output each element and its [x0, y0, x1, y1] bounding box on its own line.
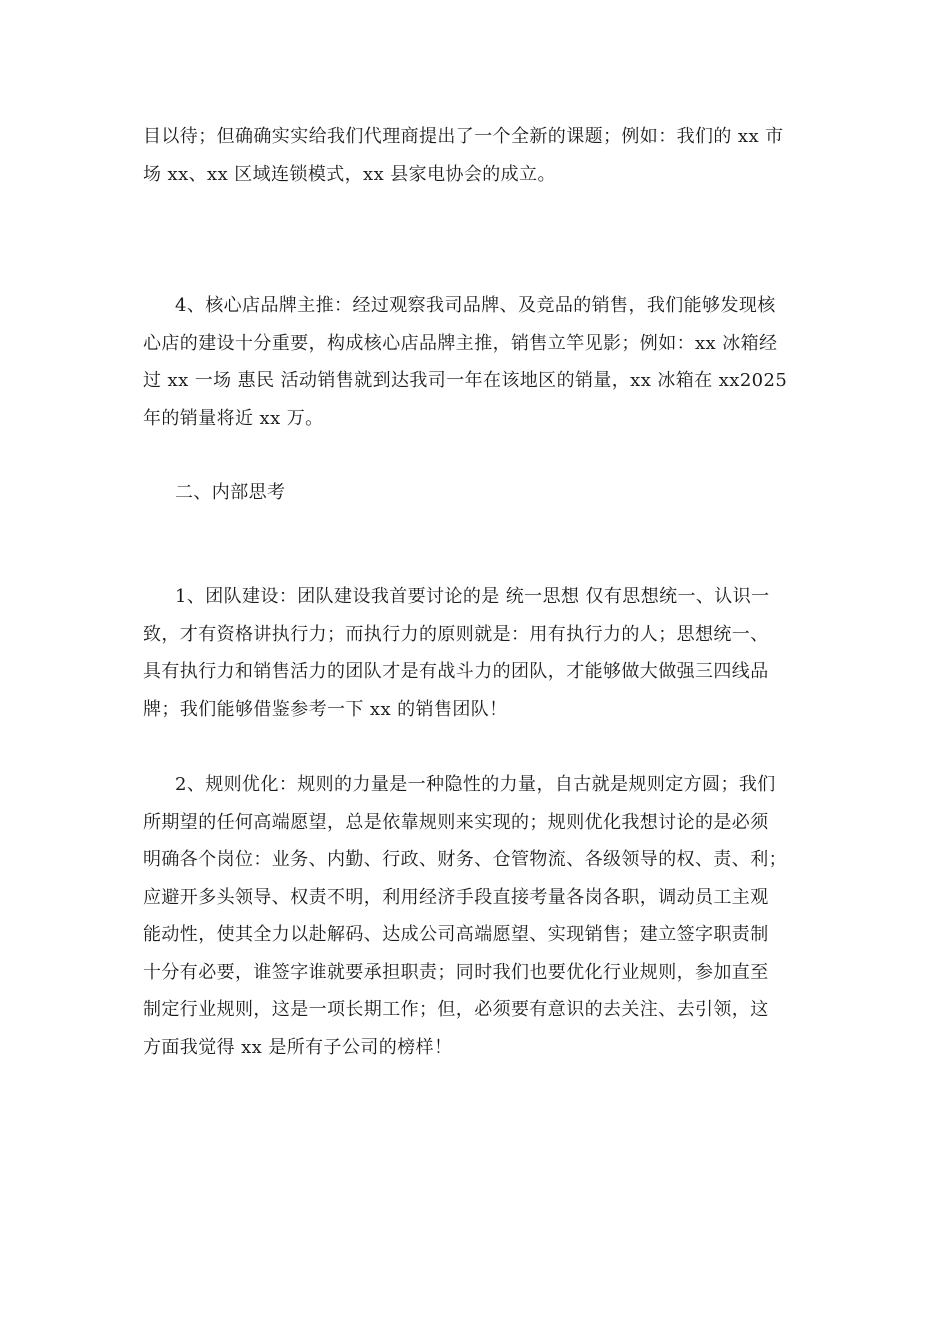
text-line: 十分有必要，谁签字谁就要承担职责；同时我们也要优化行业规则，参加直至 — [143, 961, 769, 983]
text-line: 应避开多头领导、权责不明，利用经济手段直接考量各岗各职，调动员工主观 — [143, 886, 769, 908]
text-line: 过 xx 一场 惠民 活动销售就到达我司一年在该地区的销量，xx 冰箱在 xx2025 — [143, 370, 788, 391]
text-line: 年的销量将近 xx 万。 — [143, 407, 324, 429]
paragraph-continuation — [143, 118, 815, 193]
text-line: 能动性，使其全力以赴解码、达成公司高端愿望、实现销售；建立签字职责制 — [143, 924, 769, 945]
text-line: 明确各个岗位：业务、内勤、行政、财务、仓管物流、各级领导的权、责、利； — [143, 849, 787, 870]
text-line: 致，才有资格讲执行力；而执行力的原则就是：用有执行力的人；思想统一、 — [143, 623, 769, 645]
section-heading: 二、内部思考 — [175, 482, 286, 503]
text-line: 具有执行力和销售活力的团队才是有战斗力的团队，才能够做大做强三四线品 — [143, 661, 769, 682]
text-line: 所期望的任何高端愿望，总是依靠规则来实现的；规则优化我想讨论的是必须 — [143, 811, 769, 833]
text-line: 方面我觉得 xx 是所有子公司的榜样！ — [143, 1036, 453, 1058]
text-line: 场 xx、xx 区域连锁模式，xx 县家电协会的成立。 — [143, 163, 556, 185]
paragraph-team-building — [143, 578, 815, 728]
text-line: 目以待；但确确实实给我们代理商提出了一个全新的课题；例如：我们的 xx 市 — [143, 126, 784, 147]
text-line: 心店的建设十分重要，构成核心店品牌主推，销售立竿见影；例如：xx 冰箱经 — [143, 332, 778, 354]
text-line: 制定行业规则，这是一项长期工作；但，必须要有意识的去关注、去引领，这 — [143, 999, 769, 1020]
paragraph-core-store — [143, 287, 815, 437]
text-line: 1、团队建设：团队建设我首要讨论的是 统一思想 仅有思想统一、认识一 — [175, 586, 770, 607]
paragraph-rule-optimization — [143, 766, 815, 1066]
text-line: 牌；我们能够借鉴参考一下 xx 的销售团队！ — [143, 698, 508, 720]
section-heading-internal-thinking — [143, 474, 815, 512]
text-line: 4、核心店品牌主推：经过观察我司品牌、及竞品的销售，我们能够发现核 — [175, 295, 776, 316]
text-line: 2、规则优化：规则的力量是一种隐性的力量，自古就是规则定方圆；我们 — [175, 774, 776, 795]
